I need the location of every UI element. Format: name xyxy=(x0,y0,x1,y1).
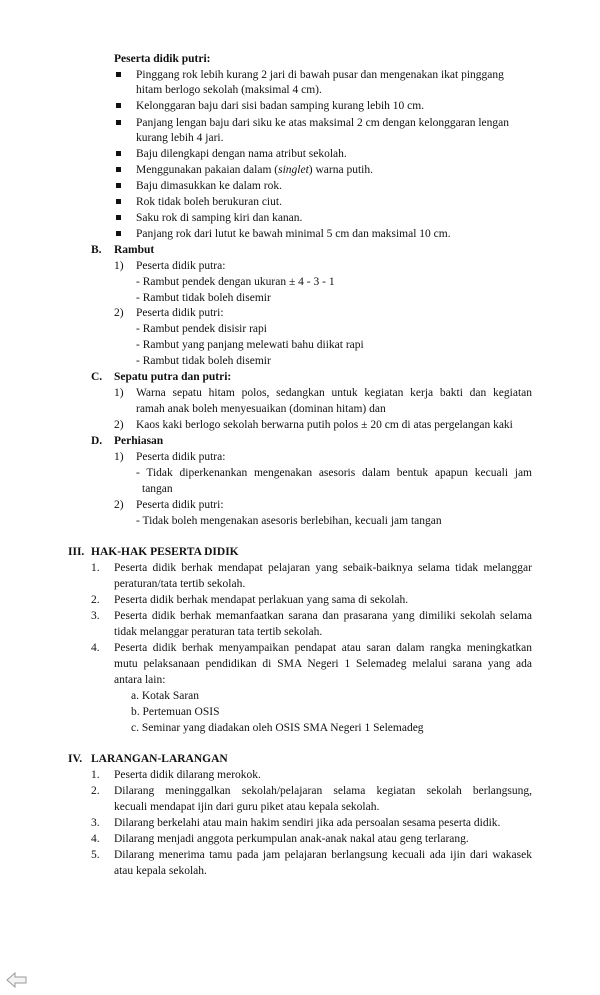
rambut-putri-1: - Rambut pendek disisir rapi xyxy=(136,323,267,335)
hak-1b: peraturan/tata tertib sekolah. xyxy=(114,578,246,590)
putri-item-6: Baju dimasukkan ke dalam rok. xyxy=(136,180,282,192)
section-title-larangan: LARANGAN-LARANGAN xyxy=(91,753,228,765)
larangan-5a: Dilarang menerima tamu pada jam pelajaran berlangsung kecuali ada ijin dari wakasek xyxy=(114,849,532,861)
putri-item-9: Panjang rok dari lutut ke bawah minimal 5 cm dan maksimal 10 cm. xyxy=(136,228,451,240)
perhiasan-putra-head: Peserta didik putra: xyxy=(136,451,226,463)
putri-heading: Peserta didik putri: xyxy=(114,53,211,65)
sepatu-item-1a: Warna sepatu hitam polos, sedangkan untuk kegiatan kerja bakti dan kegiatan xyxy=(136,387,532,399)
bullet-icon xyxy=(116,151,121,156)
section-title-hak: HAK-HAK PESERTA DIDIK xyxy=(91,546,239,558)
section-letter: B. xyxy=(91,244,102,256)
bullet-icon xyxy=(116,231,121,236)
rambut-putri-2: - Rambut yang panjang melewati bahu diikat rapi xyxy=(136,339,364,351)
hak-sub-b: b. Pertemuan OSIS xyxy=(131,706,220,718)
section-title-rambut: Rambut xyxy=(114,244,155,256)
hak-1a: Peserta didik berhak mendapat pelajaran yang sebaik-baiknya selama tidak melanggar xyxy=(114,562,532,574)
roman-numeral: III. xyxy=(68,546,85,558)
item-number: 3. xyxy=(91,610,100,622)
rambut-putra-head: Peserta didik putra: xyxy=(136,260,226,272)
larangan-2a: Dilarang meninggalkan sekolah/pelajaran selama kegiatan sekolah berlangsung, xyxy=(114,785,532,797)
section-title-sepatu: Sepatu putra dan putri: xyxy=(114,371,232,383)
larangan-1: Peserta didik dilarang merokok. xyxy=(114,769,261,781)
putri-item-1b: hitam berlogo sekolah (maksimal 4 cm). xyxy=(136,84,322,96)
putri-item-1a: Pinggang rok lebih kurang 2 jari di bawah pusar dan mengenakan ikat pinggang xyxy=(136,69,504,81)
item-number: 1. xyxy=(91,769,100,781)
bullet-icon xyxy=(116,72,121,77)
item-number: 5. xyxy=(91,849,100,861)
bullet-icon xyxy=(116,183,121,188)
item-number: 1. xyxy=(91,562,100,574)
bullet-icon xyxy=(116,120,121,125)
putri-item-4: Baju dilengkapi dengan nama atribut sekolah. xyxy=(136,148,347,160)
putri-item-2: Kelonggaran baju dari sisi badan samping kurang lebih 10 cm. xyxy=(136,100,425,112)
item-number: 2) xyxy=(114,419,124,431)
hak-4a: Peserta didik berhak menyampaikan pendapat atau saran dalam rangka meningkatkan xyxy=(114,642,532,654)
putri-item-8: Saku rok di samping kiri dan kanan. xyxy=(136,212,303,224)
perhiasan-putri-1: - Tidak boleh mengenakan asesoris berlebihan, kecuali jam tangan xyxy=(136,515,442,527)
item-number: 3. xyxy=(91,817,100,829)
rambut-putri-head: Peserta didik putri: xyxy=(136,307,224,319)
perhiasan-putra-1b: tangan xyxy=(142,483,173,495)
bullet-icon xyxy=(116,167,121,172)
sepatu-item-2: Kaos kaki berlogo sekolah berwarna putih polos ± 20 cm di atas pergelangan kaki xyxy=(136,419,513,431)
back-arrow-icon[interactable] xyxy=(6,972,28,988)
section-title-perhiasan: Perhiasan xyxy=(114,435,164,447)
rambut-putri-3: - Rambut tidak boleh disemir xyxy=(136,355,271,367)
item-number: 2) xyxy=(114,307,124,319)
perhiasan-putri-head: Peserta didik putri: xyxy=(136,499,224,511)
hak-3b: tidak melanggar peraturan tata tertib sekolah. xyxy=(114,626,323,638)
rambut-putra-2: - Rambut tidak boleh disemir xyxy=(136,292,271,304)
roman-numeral: IV. xyxy=(68,753,83,765)
item-number: 2. xyxy=(91,785,100,797)
hak-3a: Peserta didik berhak memanfaatkan sarana dan prasarana yang dimiliki sekolah selama xyxy=(114,610,532,622)
bullet-icon xyxy=(116,215,121,220)
sepatu-item-1b: ramah anak boleh menyesuaikan (dominan hitam) dan xyxy=(136,403,386,415)
section-letter: D. xyxy=(91,435,103,447)
bullet-icon xyxy=(116,103,121,108)
item-number: 1) xyxy=(114,387,124,399)
hak-2: Peserta didik berhak mendapat perlakuan yang sama di sekolah. xyxy=(114,594,409,606)
putri-item-7: Rok tidak boleh berukuran ciut. xyxy=(136,196,282,208)
section-letter: C. xyxy=(91,371,103,383)
item-number: 1) xyxy=(114,260,124,272)
putri-item-3a: Panjang lengan baju dari siku ke atas maksimal 2 cm dengan kelonggaran lengan xyxy=(136,117,509,129)
item-number: 2. xyxy=(91,594,100,606)
putri-item-5: Menggunakan pakaian dalam (singlet) warna putih. xyxy=(136,164,373,176)
hak-sub-c: c. Seminar yang diadakan oleh OSIS SMA Negeri 1 Selemadeg xyxy=(131,722,424,734)
item-number: 2) xyxy=(114,499,124,511)
hak-4b: mutu pelaksanaan pendidikan di SMA Negeri 1 Selemadeg melalui sarana yang ada xyxy=(114,658,532,670)
perhiasan-putra-1a: - Tidak diperkenankan mengenakan asesoris dalam bentuk apapun kecuali jam xyxy=(136,467,532,479)
item-number: 4. xyxy=(91,642,100,654)
larangan-3: Dilarang berkelahi atau main hakim sendiri jika ada persoalan sesama peserta didik. xyxy=(114,817,501,829)
larangan-5b: atau kepala sekolah. xyxy=(114,865,207,877)
hak-sub-a: a. Kotak Saran xyxy=(131,690,200,702)
rambut-putra-1: - Rambut pendek dengan ukuran ± 4 - 3 - 1 xyxy=(136,276,335,288)
putri-item-3b: kurang lebih 4 jari. xyxy=(136,132,224,144)
larangan-2b: kecuali mendapat ijin dari guru piket atau kepala sekolah. xyxy=(114,801,380,813)
item-number: 1) xyxy=(114,451,124,463)
bullet-icon xyxy=(116,199,121,204)
larangan-4: Dilarang menjadi anggota perkumpulan anak-anak nakal atau geng terlarang. xyxy=(114,833,469,845)
item-number: 4. xyxy=(91,833,100,845)
hak-4c: antara lain: xyxy=(114,674,166,686)
